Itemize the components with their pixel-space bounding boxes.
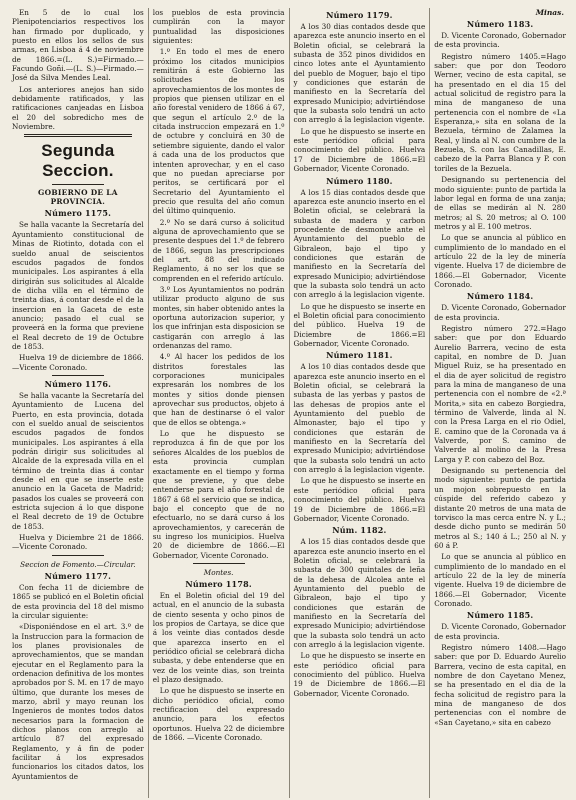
notice-number-1176: Número 1176. [44, 378, 112, 389]
notice-1185-body: Registro número 1408.—Hago saber: que por D. Eduardo Aurelio Barrera, vecino de esta capital, en nombre de don Cayetano Menez, se ha presentado en el dia de la fecha solicitud de registro para la mina de manganeso de dos pertenencias con el nombre de «San Cayetano,» sita en cabezo [434, 642, 566, 727]
fomento-heading: Seccion de Fomento.—Circular. [20, 559, 136, 569]
notice-1180-body: A los 15 dias contados desde que aparezca este anuncio inserto en el Boletin oficial, se celebrará la subasta de madera y carbon procedente de desmonte ante el Ayuntamiento del pueblo de Gibraleon, bajo el tipo y condiciones que estarán de manifiesto en la Secretaría del expresado Municipio; advirtiéndose que la subasta solo tendrá un acto con arreglo á la legislacion vigente. [293, 187, 426, 300]
notice-1175-signature: Huelva 19 de diciembre de 1866.—Vicente Coronado. [12, 353, 144, 372]
notice-1184-body: Registro número 272.=Hago saber: que por don Eduardo Aurelio Barrera, vecino de esta capital, en nombre de D. Juan Miguel Ruiz, se ha presentado en el dia de ayer solicitud de registro para la mina de manganeso de una pertenencia con el nombre de «2.ª Morita,» sita en cabezo Borgiedra, término de Valverde, linda al N. con la Presa Larga en el rio Odiel, E. camino que de la Coronada va á Valverde, por S. camino de Valverde al molino de la Presa Larga y P. con cabezo del Boz. [434, 323, 566, 464]
divider [193, 563, 245, 564]
ratification-paragraph: Los anteriores anejos han sido debidamente ratificados, y las ratificaciones canjeadas en Lisboa el 20 del sobredicho mes de Noviembre. [12, 84, 144, 132]
notice-number-1183: Número 1183. [466, 19, 534, 29]
column-1 [8, 8, 148, 798]
notice-1185-issuer: D. Vicente Coronado, Gobernador de esta provincia. [434, 622, 566, 641]
notice-number-1181: Número 1181. [326, 350, 393, 361]
notice-number-1175: Número 1175. [44, 208, 112, 219]
notice-1175-body: Se halla vacante la Secretaría del Ayuntamiento constitucional de Minas de Riotinto, dotada con el sueldo anual de seiscientos escudos pagados de fondos municipales. Los aspirantes á ella dirigirán sus solicitudes al Alcalde de dicha villa en el término de treinta dias, á contar desde el de la insercion en la Gaceta de este anuncio; pasado el cual se proveerá en la forma que previene el Real decreto de 19 de Octubre de 1853. [12, 220, 144, 351]
notice-1177-body: «Disponiéndose en el art. 3.º de la Instruccion para la formacion de los planes provisionales de aprovechamientos, que se mandan ejecutar en el Reglamento para la ordenacion definitiva de los montes aprobados por S. M. en 17 de mayo último, que durante los meses de marzo, abril y mayo reunan los Ingenieros de montes todos datos necesarios para la formacion de dichos planos con arreglo al artículo 87 del expresado Reglamento, y á fin de poder facilitar á los expresados funcionarios los citados datos, los Ayuntamientos de [12, 622, 144, 781]
notice-number-1179: Número 1179. [326, 10, 393, 20]
circular-continuation: los pueblos de esta provincia cumplirán con la mayor puntualidad las disposiciones siguientes: [152, 8, 285, 46]
notice-number-1184: Número 1184. [466, 291, 534, 302]
government-heading: GOBIERNO DE LA PROVINCIA. [38, 188, 118, 207]
notice-1177-intro: Con fecha 11 de diciembre de 1865 se publicó en el Boletin oficial de esta provincia del 18 del mismo la circular siguiente: [12, 582, 144, 620]
notice-1184-issuer: D. Vicente Coronado, Gobernador de esta provincia. [434, 303, 566, 322]
minas-heading: Minas. [535, 8, 564, 17]
circular-item-1: 1.º En todo el mes de enero próximo los citados municipios remitirán á este Gobierno las solicitudes de los aprovechamientos de los montes de propios que piensen utilizar en el año forestal venidero de 1866 á 67, que segun el artículo 2.º de la citada instruccion empezará en 1.º de octubre y concluirá en 30 de setiembre siguiente, dando el valor á cada una de los productos que intenten aprovechar, y en el caso que no puedan apreciarse por peritos, se certificará por el Secretario del Ayuntamiento el precio que resulta del año comun del último quinquenio. [152, 47, 285, 216]
notice-1176-signature: Huelva y Diciembre 21 de 1866. —Vicente Coronado. [12, 533, 144, 552]
notice-1182-body: A los 15 dias contados desde que aparezca este anuncio inserto en el Boletin oficial, se celebrará la subasta de 300 quintales de leña de la dehesa de Alcolea ante el Ayuntamiento del pueblo de Gibraleon, bajo el tipo y condiciones que estarán de manifiesto en la Secretaría del expresado Municipio; advirtiéndose que la subasta solo tendrá un acto con arreglo á la legislacion vigente. [293, 537, 426, 649]
notice-1179-body: A los 30 dias contados desde que aparezca este anuncio inserto en el Boletin oficial, se celebrará la subasta de 352 pinos divididos en cinco lotes ante el Ayuntamiento del pueblo de Moguer, bajo el tipo y condiciones que estarán de manifiesto en la Secretaría del expresado Municipio; advirtiéndose que la subasta solo tendrá un acto con arreglo á la legislacion vigente. [293, 22, 426, 125]
notice-number-1177: Número 1177. [44, 570, 112, 581]
notice-1183-issuer: D. Vicente Coronado, Gobernador de esta provincia. [434, 31, 566, 50]
section-title: Segunda Seccion. [41, 141, 115, 181]
treaty-closing-paragraph: En 5 de lo cual los Plenipotenciarios respectivos los han firmado por duplicado, y puesto en ellos los sellos de sus armas, en Lisboa á 4 de noviembre de 1866.=(L. S.)=Firmado.—Facundo Goñi.—(L. S.)—Firmado.—José da Silva Mendes Leal. [12, 8, 144, 83]
notice-1184-signature: Lo que se anuncia al público en cumplimiento de lo mandado en el artículo 22 de la ley de minería vigente. Huelva 19 de diciembre de 1866.—El Gobernador, Vicente Coronado. [434, 552, 566, 608]
circular-item-2: 2.º No se dará curso á solicitud alguna de aprovechamiento que se presente despues del 1.º de febrero de 1866, segun las prescripciones del art. 88 del indicado Reglamento, á no ser los que se comprenden en el referido artículo. [152, 217, 285, 283]
column-4 [429, 8, 570, 798]
notice-1178-body: En el Boletin oficial del 19 del actual, en el anuncio de la subasta de ciento sesenta y ocho pinos de los propios de Cartaya, se dice que á los veinte dias contados desde que aparezca inserto en el periódico oficial se celebrará dicha subasta, y debe entenderse que en vez de los veinte dias, son treinta el plazo designado. [152, 590, 285, 685]
notice-1184-designation: Designando su pertenencia del modo siguiente: punto de partida un mojon sobrepuesto en la cúspide del referido cabezo y distante 20 metros de una mata de torvisco la mas cerca entre N. y L.; desde dicho punto se medirán 50 metros al S.; 140 á L.; 250 al N. y 60 á P. [434, 466, 566, 550]
montes-heading: Montes. [203, 567, 234, 577]
notice-1180-signature: Lo que he dispuesto se inserte en el Boletin oficial para conocimiento del público. Huelva 19 de Diciembre de 1866.=El Gobernador, Vicente Coronado. [293, 301, 426, 348]
notice-number-1178: Número 1178. [185, 578, 252, 589]
circular-item-3: 3.º Los Ayuntamientos no podrán utilizar producto alguno de sus montes, sin haber obtenido antes la oportuna autorizacion superior, y los que infrinjan esta disposicion se castigarán con arreglo á las ordenanzas del ramo. [152, 284, 285, 351]
notice-number-1182: Núm. 1182. [332, 525, 387, 536]
divider [52, 375, 104, 376]
circular-closing: Lo que he dispuesto se reproduzca á fin de que por los señores Alcaldes de los pueblos de esta provincia cumplan exactamente en el tiempo y forma que se previene, y que debe entenderse para el año forestal de 1867 á 68 el servicio que se indica, bajo el concepto que de no efectuarlo, no se dará curso á los aprovechamientos, y carecerán de su ingreso los municipios. Huelva 20 de diciembre de 1866.—El Gobernador, Vicente Coronado. [152, 429, 285, 560]
section-divider [24, 134, 132, 137]
notice-number-1180: Número 1180. [326, 175, 393, 186]
notice-1178-signature: Lo que he dispuesto se inserte en dicho periódico oficial, como rectificacion del expresado anuncio, para los efectos oportunos. Huelva 22 de diciembre de 1866. —Vicente Coronado. [152, 686, 285, 743]
divider [52, 555, 104, 556]
column-2 [148, 8, 289, 798]
notice-1182-signature: Lo que he dispuesto se inserte en este periódico oficial para conocimiento del público. Huelva 19 de Diciembre de 1866.—El Gobernador, Vicente Coronado. [293, 651, 426, 698]
notice-number-1185: Número 1185. [466, 610, 534, 621]
notice-1183-signature: Lo que se anuncia al público en cumplimiento de lo mandado en el artículo 22 de la ley de minería vigente. Huelva 17 de diciembre de 1866.—El Gobernador, Vicente Coronado. [434, 233, 566, 289]
title-divider [52, 184, 104, 185]
page-columns [8, 8, 570, 798]
notice-1181-signature: Lo que he dispuesto se inserte en este periódico oficial para conocimiento del público. Huelva 19 de Diciembre de 1866.=El Gobernador, Vicente Coronado. [293, 476, 426, 523]
notice-1181-body: A los 10 dias contados desde que aparezca este anuncio inserto en el Boletin oficial, se celebrará la subasta de las yerbas y pastos de las dehesas de propios ante el Ayuntamiento del pueblo de Almonaster, bajo el tipo y condiciones que estarán de manifiesto en la Secretaría del expresado Municipio; advirtiéndose que la subasta solo tendrá un acto con arreglo á la legislacion vigente. [293, 362, 426, 475]
notice-1183-body: Registro número 1405.=Hago saber: que por don Teodoro Werner, vecino de esta capital, se ha presentado en el dia 15 del actual solicitud de registro para la mina de manganeso de una pertenencia con el nombre de «La Esperanza,» sita en solana de la Bezuela, término de Zalamea la Real, y linda al N. con cumbre de la Bezuela, S. con las Canadillas, E. cabezo de la Parra Blanca y P. con toriles de la Bezuela. [434, 51, 566, 173]
column-3 [289, 8, 430, 798]
circular-item-4: 4.º Al hacer los pedidos de los distritos forestales las corporaciones municipales expresarán los nombres de los montes y sitios donde piensen aprovechar sus productos, objeto á que han de destinarse ó el valor que de ellos se obtenga.» [152, 352, 285, 427]
notice-1179-signature: Lo que he dispuesto se inserte en este periódico oficial para conocimiento del público. Huelva 17 de Diciembre de 1866.=El Gobernador, Vicente Coronado. [293, 126, 426, 174]
notice-1176-body: Se halla vacante la Secretaría del Ayuntamiento de Lucena del Puerto, en esta provincia, dotada con el sueldo anual de seiscientos escudos pagados de fondos municipales. Los aspirantes á ella podrán dirigir sus solicitudes al Alcalde de la expresada villa en el término de treinta dias á contar desde el en que se inserte este anuncio en la Gaceta de Madrid; pasados los cuales se proveerá con estricta sujecion á lo que dispone el Real decreto de 19 de Octubre de 1853. [12, 390, 144, 531]
notice-1183-designation: Designando su pertenencia del modo siguiente: punto de partida la labor legal en forma de una zanja; de ellas se medirán al N. 280 metros; al S. 20 metros; al O. 100 metros y al E. 100 metros. [434, 175, 566, 231]
